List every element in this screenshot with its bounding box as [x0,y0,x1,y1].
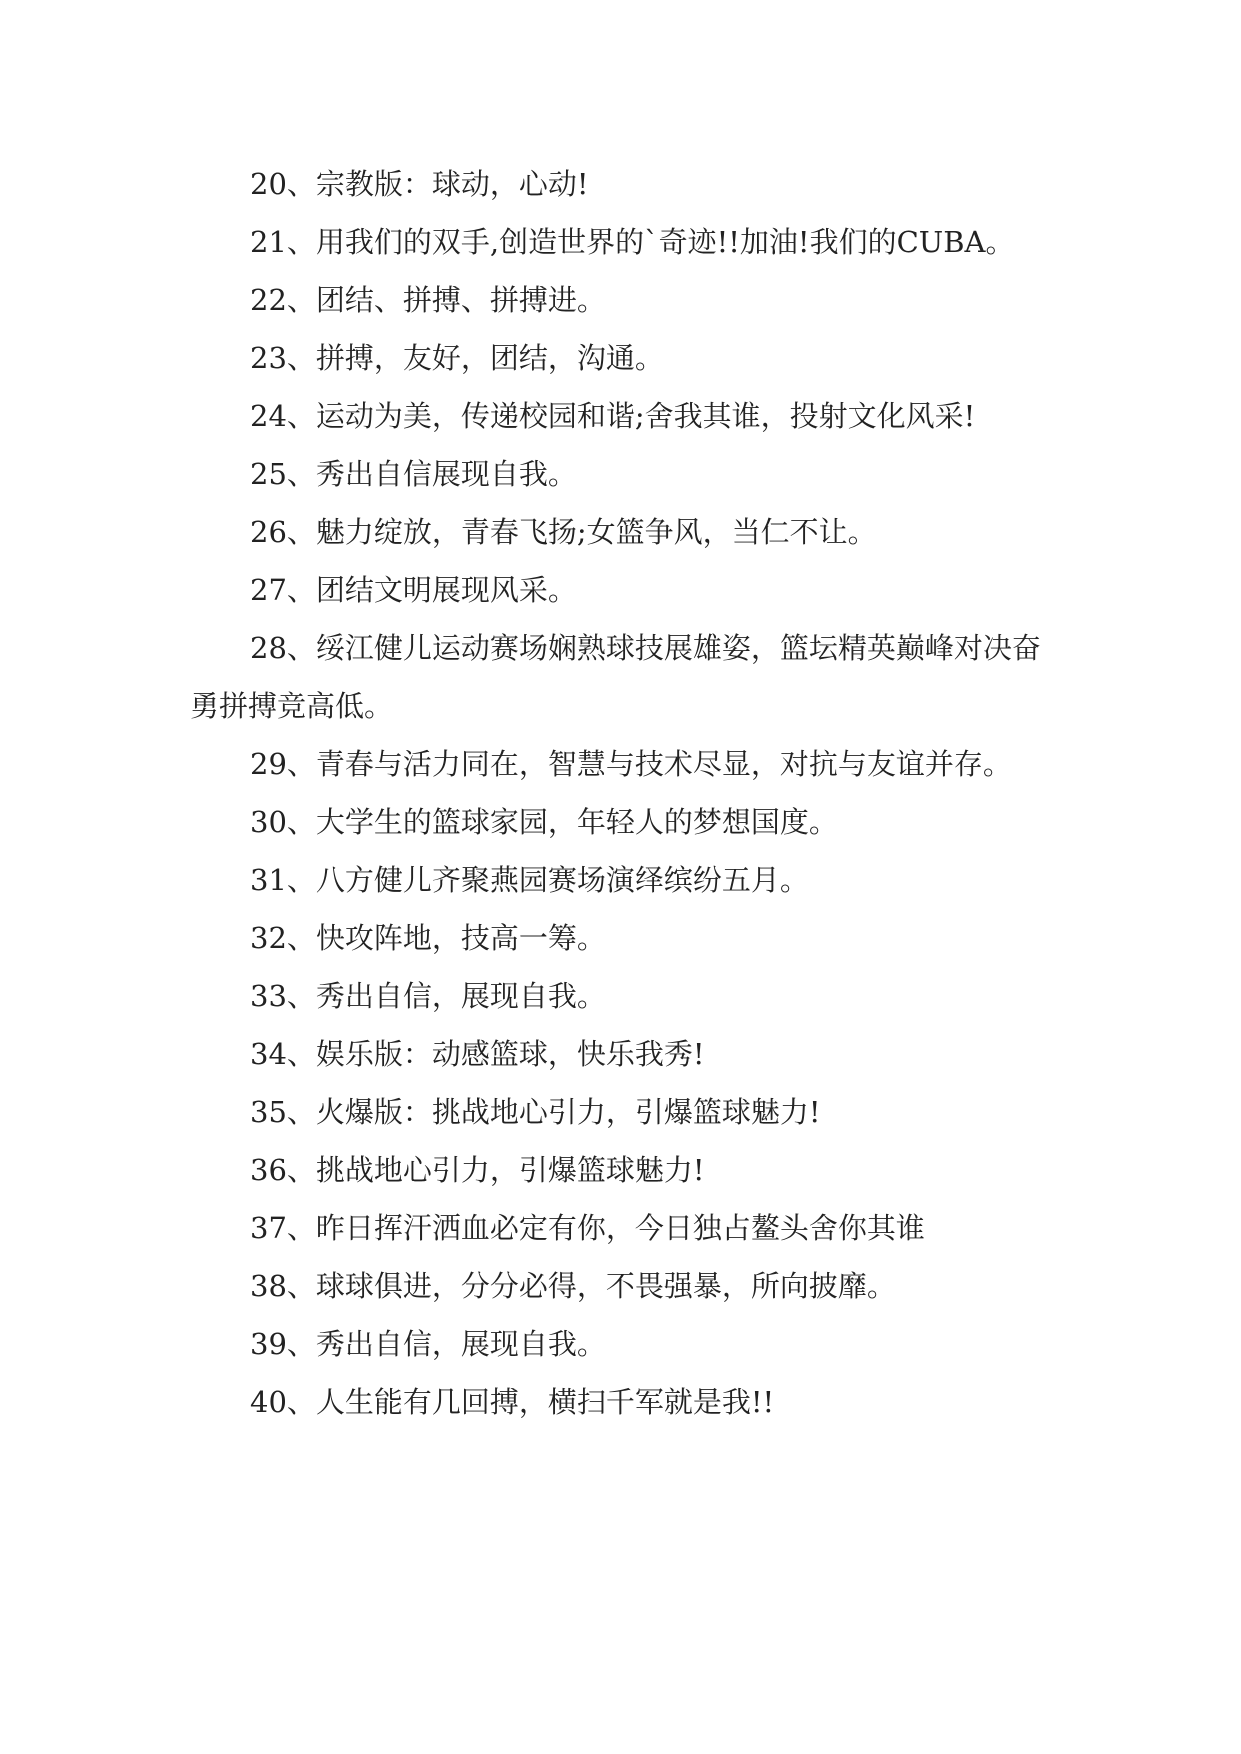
document-body [190,155,1050,1431]
paragraph-34: 34、娱乐版：动感篮球，快乐我秀! [250,1037,705,1071]
paragraph-30: 30、大学生的篮球家园，年轻人的梦想国度。 [250,805,838,839]
paragraph-27: 27、团结文明展现风采。 [250,573,577,607]
paragraph-25: 25、秀出自信展现自我。 [250,457,577,491]
paragraph-20: 20、宗教版：球动，心动! [250,167,589,201]
paragraph-38: 38、球球俱进，分分必得，不畏强暴，所向披靡。 [250,1269,896,1303]
paragraph-35: 35、火爆版：挑战地心引力，引爆篮球魅力! [250,1095,821,1129]
paragraph-21: 21、用我们的双手,创造世界的`奇迹!!加油!我们的CUBA。 [250,225,1015,259]
paragraph-26: 26、魅力绽放，青春飞扬;女篮争风，当仁不让。 [250,515,877,549]
paragraph-32: 32、快攻阵地，技高一筹。 [250,921,606,955]
paragraph-28: 28、绥江健儿运动赛场娴熟球技展雄姿，篮坛精英巅峰对决奋勇拼搏竞高低。 [190,631,1041,723]
paragraph-37: 37、昨日挥汗洒血必定有你，今日独占鳌头舍你其谁 [250,1211,925,1245]
paragraph-22: 22、团结、拼搏、拼搏进。 [250,283,606,317]
paragraph-29: 29、青春与活力同在，智慧与技术尽显，对抗与友谊并存。 [250,747,1012,781]
paragraph-39: 39、秀出自信，展现自我。 [250,1327,606,1361]
paragraph-36: 36、挑战地心引力，引爆篮球魅力! [250,1153,705,1187]
paragraph-23: 23、拼搏，友好，团结，沟通。 [250,341,664,375]
paragraph-24: 24、运动为美，传递校园和谐;舍我其谁，投射文化风采! [250,399,976,433]
paragraph-31: 31、八方健儿齐聚燕园赛场演绎缤纷五月。 [250,863,809,897]
paragraph-33: 33、秀出自信，展现自我。 [250,979,606,1013]
paragraph-40: 40、人生能有几回搏，横扫千军就是我!! [250,1385,775,1419]
